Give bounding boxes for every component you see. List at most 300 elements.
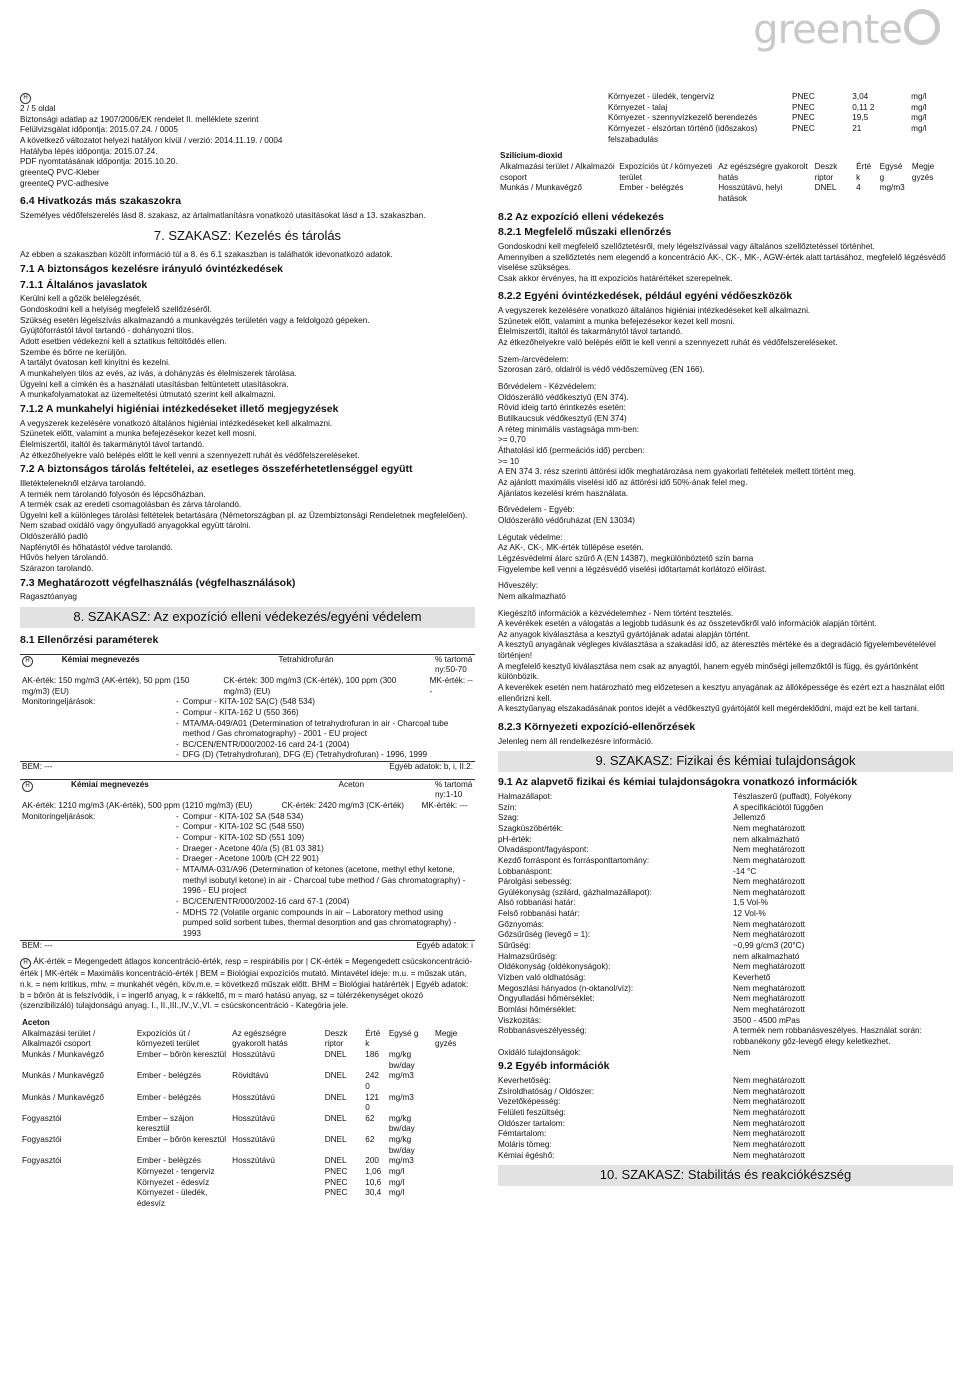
property-name: Szín: [498, 802, 517, 812]
table-cell: Fogyasztói [22, 1135, 62, 1145]
table-row [498, 92, 953, 103]
abbreviation-note: H ÁK-érték = Megengedett átlagos koncentráció-érték, resp = respirábilis por | CK-érték = Megengedett csúcskoncentráció-érték | MK-érték = Maximális koncentráció-érték | BEM = Biológiai expozíciós mutató. Mintavétel ideje: m.u. = műszak után, n.k. = nem kritikus, mhv. = munkahét végén, köv.m.e. = következő műszak előtt. BHM = Biológiai határérték | Egyéb adatok: b = bőrön át is felszívódik, i = ingerlő anyag, k = rákkeltő, m = maró hatású anyag, sz = túlérzékenységet okozó (szenzibilizáló) tulajdonságú anyag. I., II.,III.,IV.,V.,VI. = csúcskoncentráció - Kategória jele. [20, 957, 473, 1011]
table-cell: DNEL [814, 183, 837, 193]
header-line: Biztonsági adatlap az 1907/2006/EK rendelet II. melléklete szerint [20, 114, 259, 124]
section-10-title: 10. SZAKASZ: Stabilitás és reakciókészség [498, 1165, 953, 1186]
section-8-2-title: 8.2 Az expozíció elleni védekezés [498, 210, 664, 223]
property-row [498, 856, 953, 867]
section-7-2-title: 7.2 A biztonságos tárolás feltételei, az esetleges összeférhetetlenséggel együtt [20, 463, 413, 476]
table-cell: mg/m3 [388, 1156, 414, 1166]
table-cell: Hosszútávú [232, 1156, 275, 1166]
table-cell: Hosszútávú [232, 1135, 275, 1145]
table-title: Szilícium-dioxid [500, 151, 563, 161]
table-cell: Ember - belégzés [619, 183, 684, 193]
column-header: Egysé g [388, 1028, 419, 1038]
left-column [20, 92, 475, 1210]
table-cell: 0,11 2 [852, 102, 875, 112]
dash: - [176, 707, 179, 717]
property-value: Nem meghatározott [733, 1005, 805, 1015]
table-cell: 1,06 [365, 1167, 382, 1177]
property-row [498, 952, 953, 963]
h-icon: H [22, 656, 33, 667]
table-cell: Környezet - üledék, tengervíz [608, 92, 715, 101]
property-name: Gőzsűrűség (levegő = 1): [498, 930, 591, 940]
property-name: pH-érték: [498, 834, 532, 844]
property-row [498, 803, 953, 814]
text-line: Légutak védelme: [498, 532, 563, 542]
dash: - [176, 822, 179, 832]
property-value: -14 °C [733, 866, 757, 876]
property-value: Nem meghatározott [733, 930, 805, 940]
property-row [498, 888, 953, 899]
table-cell: Környezet - talaj [608, 102, 668, 112]
property-value: A specifikációtól függően [733, 802, 824, 812]
monitoring-method: Compur - KITA-102 SD (551 109) [182, 833, 305, 843]
property-value: Nem meghatározott [733, 1150, 805, 1160]
thermal-hazards [498, 581, 953, 602]
property-name: Felső robbanási határ: [498, 909, 580, 919]
text-line: Hőveszély: [498, 581, 539, 591]
text-line: Ajánlatos kezelési krém használata. [498, 488, 629, 498]
text-line: Az AK-, CK-, MK-érték túllépése esetén. [498, 543, 644, 553]
text-line: A termék csak az eredeti csomagolásban és zárva tárolandó. [20, 500, 242, 510]
property-value: Tészlaszerű (puffadt), Folyékony [733, 791, 852, 801]
property-name: Oldékonyság (oldékonyságok): [498, 962, 611, 972]
property-name: Szagküszöbérték: [498, 823, 564, 833]
property-row [498, 1108, 953, 1119]
bem-value: BEM: --- [22, 940, 53, 950]
table-cell: mg/kg bw/day [388, 1113, 415, 1134]
property-value: Nem meghatározott [733, 1118, 805, 1128]
property-value: A termék nem robbanásveszélyes. Használat során: robbanékony gőz-levegő elegy keletkezhet. [733, 1026, 922, 1046]
chem-block-acetone [20, 779, 475, 952]
greenteq-logo: greente [753, 4, 940, 56]
table-row [20, 1093, 475, 1114]
text-line: Oldószerálló padló [20, 532, 88, 542]
table-cell: Munkás / Munkavégző [22, 1092, 104, 1102]
table-row [20, 1071, 475, 1092]
dash: - [176, 697, 179, 707]
property-row [498, 877, 953, 888]
section-6-4-text: Személyes védőfelszerelés lásd 8. szakasz, az ártalmatlanításra vonatkozó utasításokat lásd a 13. szakaszban. [20, 210, 426, 220]
property-name: Megoszlási hányados (n-oktanol/víz): [498, 983, 634, 993]
section-7-2-list [20, 479, 475, 575]
property-row [498, 898, 953, 909]
table-cell: PNEC [324, 1167, 348, 1177]
table-cell: mg/m3 [388, 1071, 414, 1081]
table-cell: Ember - belégzés [136, 1156, 201, 1166]
table-cell: 121 0 [365, 1092, 379, 1113]
table-cell: DNEL [324, 1113, 347, 1123]
property-row [498, 1076, 953, 1087]
silica-dnel-table [498, 151, 953, 204]
column-header: Az egészségre gyakorolt hatás [718, 161, 808, 182]
monitoring-method: MTA/MA-031/A96 (Determination of ketones (acetone, methyl ethyl ketone, methyl isobutyl ketone) in air - Charcoal tube method / Gas chromatography) - 1996 - EU project [182, 865, 466, 896]
eye-protection [498, 355, 953, 376]
property-name: Oldószer tartalom: [498, 1118, 565, 1128]
text-line: Rövid ideig tartó érintkezés esetén: [498, 403, 626, 413]
table-cell: mg/l [911, 102, 927, 112]
table-row [20, 1167, 475, 1178]
text-line: Szembe és bőrre ne kerüljön. [20, 347, 127, 357]
table-cell: mg/kg bw/day [388, 1135, 415, 1155]
property-name: Halmazállapot: [498, 791, 553, 801]
text-line: Gondoskodni kell megfelelő szellőztetésről, mely légelszívással vagy általános szellőztetéssel történhet. [498, 241, 875, 251]
monitoring-method: BC/CEN/ENTR/000/2002-16 card 24-1 (2004) [182, 739, 350, 749]
property-name: Keverhetőség: [498, 1075, 551, 1085]
table-cell: 62 [365, 1135, 375, 1145]
property-row [498, 909, 953, 920]
table-cell: mg/kg bw/day [388, 1049, 415, 1070]
property-value: Jellemző [733, 813, 766, 823]
text-line: Ügyelni kell a különleges tárolási feltételek betartására (Németországban pl. az Üzembiztonsági Rendeletnek megfelelően). [20, 510, 468, 520]
text-line: Nem alkalmazható [498, 591, 566, 601]
section-8-2-3-title: 8.2.3 Környezeti expozíció-ellenőrzések [498, 721, 696, 734]
table-cell: mg/l [911, 113, 927, 123]
glove-notes [498, 609, 953, 716]
property-name: Alsó robbanási határ: [498, 898, 576, 908]
dash: - [176, 907, 179, 917]
property-row [498, 1048, 953, 1059]
monitoring-method: Compur - KITA-102 SA (548 534) [182, 811, 304, 821]
table-row [20, 1114, 475, 1135]
respiratory-protection [498, 533, 953, 576]
property-value: Nem meghatározott [733, 1129, 805, 1139]
table-cell: Környezet - édesvíz [136, 1177, 210, 1187]
property-value: Nem meghatározott [733, 962, 805, 972]
column-header: Az egészségre gyakorolt hatás [232, 1028, 288, 1049]
column-header: Megje gyzés [435, 1028, 458, 1049]
section-9-2-title: 9.2 Egyéb információk [498, 1060, 610, 1073]
header-line: PDF nyomtatásának időpontja: 2015.10.20. [20, 157, 178, 167]
text-line: A EN 374 3. rész szerinti áttörési idők meghatározása nem gyakorlati feltételek mellett történt meg. [498, 467, 856, 477]
property-name: Vezetőképesség: [498, 1097, 561, 1107]
header-block [20, 92, 475, 189]
text-line: >= 0,70 [498, 435, 526, 445]
section-7-1-title: 7.1 A biztonságos kezelésre irányuló óvintézkedések [20, 263, 283, 276]
body-protection [498, 505, 953, 526]
property-row [498, 973, 953, 984]
pnec-table [498, 92, 953, 145]
property-name: Gőznyomás: [498, 919, 544, 929]
property-name: Öngyulladási hőmérséklet: [498, 994, 595, 1004]
property-name: Vízben való oldhatóság: [498, 973, 586, 983]
chem-name-label: Kémiai megnevezés [71, 779, 149, 789]
property-row [498, 792, 953, 803]
header-line: A következő változatot helyezi hatályon kívül / verzió: 2014.11.19. / 0004 [20, 135, 283, 145]
text-line: Szárazon tarolandó. [20, 564, 94, 574]
table-title: Aceton [22, 1017, 50, 1027]
monitoring-label: Monitoringeljárások: [22, 811, 96, 821]
text-line: Oldószerálló védőkesztyű (EN 374). [498, 392, 629, 402]
table-cell: 62 [365, 1113, 375, 1123]
mk-value: MK-érték: --- [421, 801, 468, 811]
monitoring-method: Draeger - Acetone 40/a (5) (81 03 381) [182, 843, 324, 853]
table-cell: Ember – bőrön keresztül [136, 1135, 227, 1145]
column-header: Érté k [365, 1028, 381, 1049]
property-row [498, 845, 953, 856]
table-cell: mg/l [911, 92, 927, 101]
text-line: Csak akkor érvényes, ha itt expozíciós határértéket szerepelnek. [498, 273, 733, 283]
text-line: A kesztyű anyagának végleges kiválasztása a szakadási idő, az áteresztés mértéke és a degradáció figyelembevételével történjen! [498, 640, 936, 661]
section-8-2-1-title: 8.2.1 Megfelelő műszaki ellenőrzés [498, 226, 672, 239]
text-line: Figyelembe kell venni a légzésvédő viselési időtartamát korlátozó előírást. [498, 564, 767, 574]
property-value: Nem meghatározott [733, 919, 805, 929]
table-cell: PNEC [792, 92, 815, 101]
text-line: Szem-/arcvédelem: [498, 354, 569, 364]
section-7-intro: Az ebben a szakaszban közölt információ túl a 8. és 6.1 szakaszban is találhatók idevonatkozó adatok. [20, 250, 393, 260]
text-line: A munkafolyamatokat az üzemeltetési útmutató szerint kell alkalmazni. [20, 390, 276, 400]
property-value: Nem meghatározott [733, 1086, 805, 1096]
section-8-2-2-title: 8.2.2 Egyéni óvintézkedések, például egyéni védőeszközök [498, 290, 793, 303]
text-line: Gyújtóforrástól távol tartandó - dohányozni tilos. [20, 326, 194, 336]
property-row [498, 835, 953, 846]
property-name: Olvadáspont/fagyáspont: [498, 845, 589, 855]
text-line: A munkahelyen tilos az evés, az ivás, a dohányzás és élelmiszerek tárolása. [20, 368, 297, 378]
column-header: Egysé g [879, 161, 903, 182]
text-line: Bőrvédelem - Egyéb: [498, 505, 575, 515]
text-line: Szorosan záró, oldalról is védő védőszemüveg (EN 166). [498, 365, 705, 375]
table-cell: Munkás / Munkavégző [500, 183, 582, 193]
property-name: Szag: [498, 813, 519, 823]
property-name: Moláris tömeg: [498, 1139, 552, 1149]
text-line: Nem szabad oxidáló vagy öngyulladó anyagokkal együtt tárolni. [20, 521, 251, 531]
section-7-1-1-list [20, 294, 475, 401]
header-line: Hatályba lépés időpontja: 2015.07.24. [20, 146, 158, 156]
table-cell: 10,6 [365, 1177, 382, 1187]
table-row [20, 1188, 475, 1209]
property-value: Nem [733, 1047, 751, 1057]
property-name: Kémiai égéshő: [498, 1150, 555, 1160]
table-row [498, 183, 953, 204]
property-row [498, 1151, 953, 1162]
other-data: Egyéb adatok: b, i, II.2. [389, 762, 473, 772]
text-line: A vegyszerek kezelésére vonatkozó általános higiéniai intézkedéseket kell alkalmazni. [20, 418, 333, 428]
table-cell: PNEC [792, 102, 815, 112]
property-row [498, 867, 953, 878]
ck-value: CK-érték: 2420 mg/m3 (CK-érték) [281, 801, 404, 811]
text-line: A réteg minimális vastagsága mm-ben: [498, 424, 640, 434]
text-line: Amennyiben a szellőztetés nem elegendő a koncentráció ÁK-, CK-, MK-, AGW-érték alatt tartásához, megfelelő légzésvédő viselése szükséges. [498, 252, 946, 273]
table-cell: mg/l [388, 1167, 405, 1177]
ck-value: CK-érték: 300 mg/m3 (CK-érték), 100 ppm (300 mg/m3) (EU) [223, 675, 397, 696]
monitoring-method: MTA/MA-049/A01 (Determination of tetrahydrofuran in air - Charcoal tube method / Gas chromatography) - 2001 - EU project [182, 718, 449, 739]
table-cell: mg/l [388, 1188, 405, 1198]
bem-value: BEM: --- [22, 762, 53, 772]
section-7-3-title: 7.3 Meghatározott végfelhasználás (végfelhasználások) [20, 576, 296, 589]
text-line: Illetékteleneknől elzárva tarolandó. [20, 478, 147, 488]
other-data: Egyéb adatok: i [416, 940, 473, 950]
column-header: Érté k [856, 161, 872, 182]
property-row [498, 824, 953, 835]
text-line: A kesztyűanyag elszakadásának pontos idejét a védőkesztyű gyártójától kell megérdeklődni, majd ezt be kell tartani. [498, 704, 919, 714]
table-cell: Ember - belégzés [136, 1092, 201, 1102]
section-9-1-title: 9.1 Az alapvető fizikai és kémiai tulajdonságokra vonatkozó információk [498, 776, 858, 789]
chem-range: % tartomá ny:50-70 [435, 654, 473, 675]
header-line: Felülvizsgálat időpontja: 2015.07.24. / 0005 [20, 125, 178, 135]
text-line: Élelmiszertől, italtól és takarmánytól távol tartandó. [498, 327, 683, 337]
dash: - [176, 811, 179, 821]
table-cell: 186 [365, 1049, 379, 1059]
property-name: Fémtartalom: [498, 1129, 547, 1139]
property-value: nem alkalmazható [733, 951, 800, 961]
properties-table [498, 792, 953, 1058]
table-cell: Ember - belégzés [136, 1071, 201, 1081]
table-cell: PNEC [792, 113, 815, 123]
property-value: Nem meghatározott [733, 855, 805, 865]
h-icon: H [22, 781, 33, 792]
text-line: >= 10 [498, 456, 519, 466]
dash: - [176, 718, 179, 728]
header-line: 2 / 5 oldal [20, 104, 56, 113]
section-7-1-2-list [20, 419, 475, 462]
property-name: Gyúlékonyság (szilárd, gázhalmazállapot): [498, 887, 652, 897]
chem-name: Tetrahidrofurán [278, 654, 334, 664]
property-name: Felületi feszültség: [498, 1107, 566, 1117]
text-line: Gondoskodni kell a helyiség megfelelő szellőzéséről. [20, 305, 212, 315]
table-row [498, 124, 953, 145]
column-header: Alkalmazási terület / Alkalmazói csoport [22, 1028, 96, 1049]
property-name: Bomlási hőmérséklet: [498, 1005, 577, 1015]
property-name: Sűrűség: [498, 941, 531, 951]
text-line: A keverékek esetén nem határozható meg előzetesen a kesztyu anyagának az állóképessége és ezért ezt a használat előtt ellenőrizni kell. [498, 683, 945, 703]
property-name: Párolgási sebesség: [498, 877, 572, 887]
table-cell: DNEL [324, 1092, 347, 1102]
column-header: Expozíciós út / környezeti terület [619, 161, 713, 182]
monitoring-method: Compur - KITA-102 SA(C) (548 534) [182, 697, 315, 707]
property-value: 3500 - 4500 mPas [733, 1015, 800, 1025]
table-cell: Környezet - szennyvízkezelő berendezés [608, 113, 758, 123]
column-header: Megje gyzés [911, 161, 935, 182]
chem-head-row [20, 780, 475, 801]
property-value: Nem meghatározott [733, 1139, 805, 1149]
text-line: Szükség esetén légelszívás alkalmazandó a munkavégzés területén vagy a feldolgozó gépeken. [20, 315, 370, 325]
text-line: Légzésvédelmi álarc szűrő A (EN 14387), megkülönböztető szín barna [498, 553, 754, 563]
chem-head-row [20, 655, 475, 676]
mk-value: MK-érték: --- [429, 675, 473, 696]
monitoring-method: Compur - KITA-162 U (550 366) [182, 707, 299, 717]
dash: - [176, 750, 179, 760]
logo-q-ring [904, 9, 940, 45]
text-line: Áthatolási idő (permeációs idő) percben: [498, 445, 645, 455]
table-cell: mg/m3 [879, 183, 905, 193]
column-header: Deszk riptor [814, 161, 838, 182]
property-value: Nem meghatározott [733, 845, 805, 855]
property-row [498, 1016, 953, 1027]
property-value: 1,5 Vol-% [733, 898, 769, 908]
text-line: Kiegészítő információk a kézvédelemhez - Nem történt tesztelés. [498, 608, 734, 618]
property-name: Kezdő forráspont és forrásponttartomány: [498, 855, 650, 865]
table-cell: DNEL [324, 1156, 347, 1166]
property-row [498, 994, 953, 1005]
property-value: Nem meghatározott [733, 983, 805, 993]
section-8-2-2-list [498, 306, 953, 349]
hand-protection [498, 382, 953, 499]
column-header: Deszk riptor [324, 1028, 348, 1049]
table-cell: DNEL [324, 1071, 347, 1081]
table-cell: Ember – szájon keresztül [136, 1113, 194, 1134]
text-line: A termék nem tárolandó folyosón és lépcsőházban. [20, 489, 206, 499]
text-line: Butilkaucsuk védőkesztyű (EN 374) [498, 414, 627, 424]
property-value: ~0,99 g/cm3 (20°C) [733, 941, 805, 951]
dash: - [176, 897, 179, 907]
table-cell: Fogyasztói [22, 1113, 62, 1123]
table-cell: Környezet - tengervíz [136, 1167, 215, 1177]
table-cell: mg/l [388, 1177, 405, 1187]
text-line: Napfénytől és hőhatástól védve tarolandó. [20, 542, 173, 552]
acetone-dnel-table [20, 1018, 475, 1210]
property-value: Nem meghatározott [733, 877, 805, 887]
table-cell: mg/m3 [388, 1092, 414, 1102]
section-7-title: 7. SZAKASZ: Kezelés és tárolás [153, 227, 342, 243]
property-row [498, 1129, 953, 1140]
monitoring-label: Monitoringeljárások: [22, 697, 96, 707]
property-row [498, 1119, 953, 1130]
property-name: Halmazsűrűség: [498, 951, 558, 961]
table-cell: Környezet - üledék, édesvíz [136, 1188, 208, 1209]
table-row [498, 103, 953, 114]
table-cell: Ember – bőrön keresztül [136, 1049, 227, 1059]
table-cell: Környezet - elszórtan történő (időszakos) felszabadulás [608, 123, 758, 144]
table-row [20, 1156, 475, 1167]
text-line: Adott esetben védekezni kell a sztatikus feltöltődés ellen. [20, 337, 227, 346]
text-line: A vegyszerek kezelésére vonatkozó általános higiéniai intézkedéseket kell alkalmazni. [498, 306, 811, 316]
text-line: Az ajánlott maximális viselési idő az áttörési idő 50%-ának felel meg. [498, 477, 748, 487]
property-row [498, 941, 953, 952]
property-value: Nem meghatározott [733, 887, 805, 897]
ak-value: AK-érték: 1210 mg/m3 (AK-érték), 500 ppm (1210 mg/m3) (EU) [22, 801, 253, 811]
table-cell: Hosszútávú [232, 1092, 275, 1102]
table-row [20, 1135, 475, 1156]
text-line: A kevérékek esetén a válogatás a legjobb tudásunk és az összetevőkről való információk alapján történt. [498, 619, 877, 629]
property-value: 12 Vol-% [733, 909, 766, 919]
chem-name-label: Kémiai megnevezés [61, 654, 140, 664]
property-name: Lobbanáspont: [498, 866, 553, 876]
table-row [498, 113, 953, 124]
section-9-title: 9. SZAKASZ: Fizikai és kémiai tulajdonságok [498, 751, 953, 772]
chem-name: Aceton [338, 779, 365, 789]
table-cell: 19,5 [852, 113, 869, 123]
table-cell: 200 [365, 1156, 379, 1166]
text-line: Oldószerálló védőruházat (EN 13034) [498, 515, 635, 525]
table-cell: PNEC [324, 1188, 348, 1198]
chem-block-thf [20, 654, 475, 773]
table-cell: 21 [852, 123, 862, 133]
text-line: Ügyelni kell a címkén és a használati utasításban feltüntetett utasításokra. [20, 379, 289, 389]
dash: - [176, 854, 179, 864]
dash: - [176, 865, 179, 875]
table-row [20, 1050, 475, 1071]
property-name: Oxidáló tulajdonságok: [498, 1047, 581, 1057]
property-value: Nem meghatározott [733, 1075, 805, 1085]
table-cell: Hosszútávú, helyi hatások [718, 183, 783, 203]
monitoring-method: Draeger - Acetone 100/b (CH 22 901) [182, 854, 319, 864]
property-row [498, 930, 953, 941]
text-line: Az anyagok kiválasztása a kesztyű gyártójának adatai alapján történt. [498, 629, 751, 639]
table-cell: 4 [856, 183, 861, 193]
monitoring-method: Compur - KITA-102 SC (548 550) [182, 822, 305, 832]
table-cell: Munkás / Munkavégző [22, 1071, 104, 1081]
text-line: Az étkezőhelyekre való belépés előtt le kell venni a szennyezett ruhát és védőfelszereléseket. [498, 338, 838, 348]
table-cell: 30,4 [365, 1188, 382, 1198]
property-value: Keverhető [733, 973, 771, 983]
section-6-4-title: 6.4 Hivatkozás más szakaszokra [20, 195, 182, 208]
table-cell: Hosszútávú [232, 1049, 275, 1059]
table-cell: 3,04 [852, 92, 869, 101]
text-line: Szünetek előtt, valamint a munka befejezésekor kezet kell mosni. [498, 316, 735, 326]
section-8-1-title: 8.1 Ellenőrzési paraméterek [20, 633, 159, 646]
table-cell: 242 0 [365, 1071, 379, 1091]
